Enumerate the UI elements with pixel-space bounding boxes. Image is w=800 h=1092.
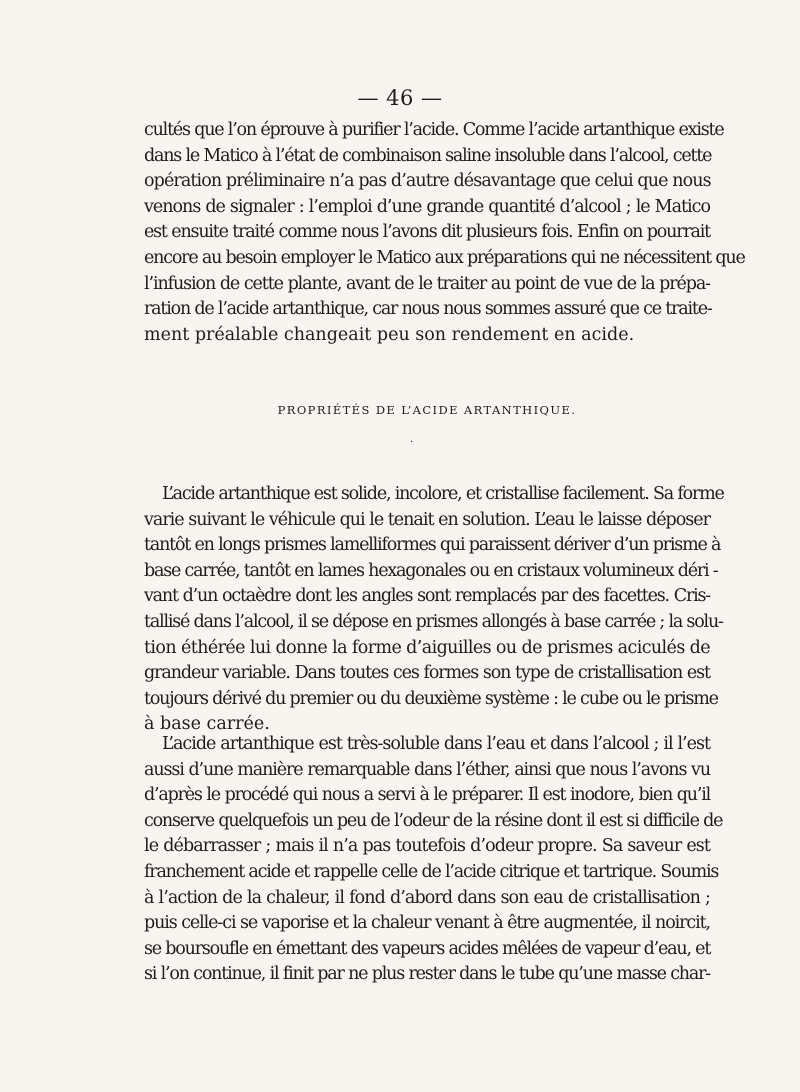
text-line: l’infusion de cette plante, avant de le traiter au point de vue de la prépa- bbox=[144, 273, 710, 294]
text-line: est ensuite traité comme nous l’avons dit plusieurs fois. Enfin on pourrait bbox=[144, 222, 710, 243]
text-line: encore au besoin employer le Matico aux préparations qui ne nécessitent que bbox=[144, 247, 745, 268]
paragraph-continuation bbox=[144, 118, 745, 348]
text-line: cultés que l’on éprouve à purifier l’acide. Comme l’acide artanthique existe bbox=[144, 120, 724, 140]
text-line: conserve quelquefois un peu de l’odeur de la résine dont il est si difficile de bbox=[144, 810, 723, 831]
text-line: ment préalable changeait peu son rendement en acide. bbox=[144, 324, 635, 345]
text-line: dans le Matico à l’état de combinaison saline insoluble dans l’alcool, cette bbox=[144, 145, 712, 166]
text-line: franchement acide et rappelle celle de l’acide citrique et tartrique. Soumis bbox=[144, 861, 719, 882]
paragraph-properties bbox=[144, 482, 724, 738]
text-line: le débarrasser ; mais il n’a pas toutefois d’odeur propre. Sa saveur est bbox=[144, 836, 710, 857]
text-line: toujours dérivé du premier ou du deuxième système : le cube ou le prisme bbox=[144, 688, 718, 709]
text-line: tallisé dans l’alcool, il se dépose en prismes allongés à base carrée ; la solu- bbox=[144, 611, 723, 632]
page-number: — 46 — bbox=[357, 86, 443, 110]
section-heading: PROPRIÉTÉS DE L’ACIDE ARTANTHIQUE. bbox=[277, 403, 577, 417]
paragraph-solubility bbox=[144, 732, 723, 988]
text-line: ration de l’acide artanthique, car nous nous sommes assuré que ce traite- bbox=[144, 299, 712, 320]
text-line: opération préliminaire n’a pas d’autre désavantage que celui que nous bbox=[144, 171, 711, 192]
text-line: tantôt en longs prismes lamelliformes qui paraissent dériver d’un prisme à bbox=[144, 535, 721, 556]
text-line: à base carrée. bbox=[144, 714, 270, 735]
text-line: se boursoufle en émettant des vapeurs acides mêlées de vapeur d’eau, et bbox=[144, 938, 711, 959]
text-line: aussi d’une manière remarquable dans l’éther, ainsi que nous l’avons vu bbox=[144, 759, 710, 780]
text-line: L’acide artanthique est très-soluble dans l’eau et dans l’alcool ; il l’est bbox=[162, 734, 710, 754]
text-line: L’acide artanthique est solide, incolore, et cristallise facilement. Sa forme bbox=[162, 484, 724, 504]
text-line: vant d’un octaèdre dont les angles sont remplacés par des facettes. Cris- bbox=[144, 586, 710, 607]
text-line: varie suivant le véhicule qui le tenait en solution. L’eau le laisse déposer bbox=[144, 509, 710, 530]
text-line: si l’on continue, il finit par ne plus rester dans le tube qu’une masse char- bbox=[144, 964, 710, 985]
text-line: grandeur variable. Dans toutes ces formes son type de cristallisation est bbox=[144, 663, 710, 684]
text-line: venons de signaler : l’emploi d’une grande quantité d’alcool ; le Matico bbox=[144, 196, 710, 217]
text-line: à l’action de la chaleur, il fond d’abord dans son eau de cristallisation ; bbox=[144, 887, 710, 908]
dot-mark: · bbox=[410, 437, 414, 448]
text-line: base carrée, tantôt en lames hexagonales ou en cristaux volumineux déri - bbox=[144, 560, 718, 581]
text-line: d’après le procédé qui nous a servi à le préparer. Il est inodore, bien qu’il bbox=[144, 785, 710, 806]
text-line: tion éthérée lui donne la forme d’aiguilles ou de prismes aciculés de bbox=[144, 637, 711, 658]
text-line: puis celle-ci se vaporise et la chaleur venant à être augmentée, il noircit, bbox=[144, 913, 710, 934]
